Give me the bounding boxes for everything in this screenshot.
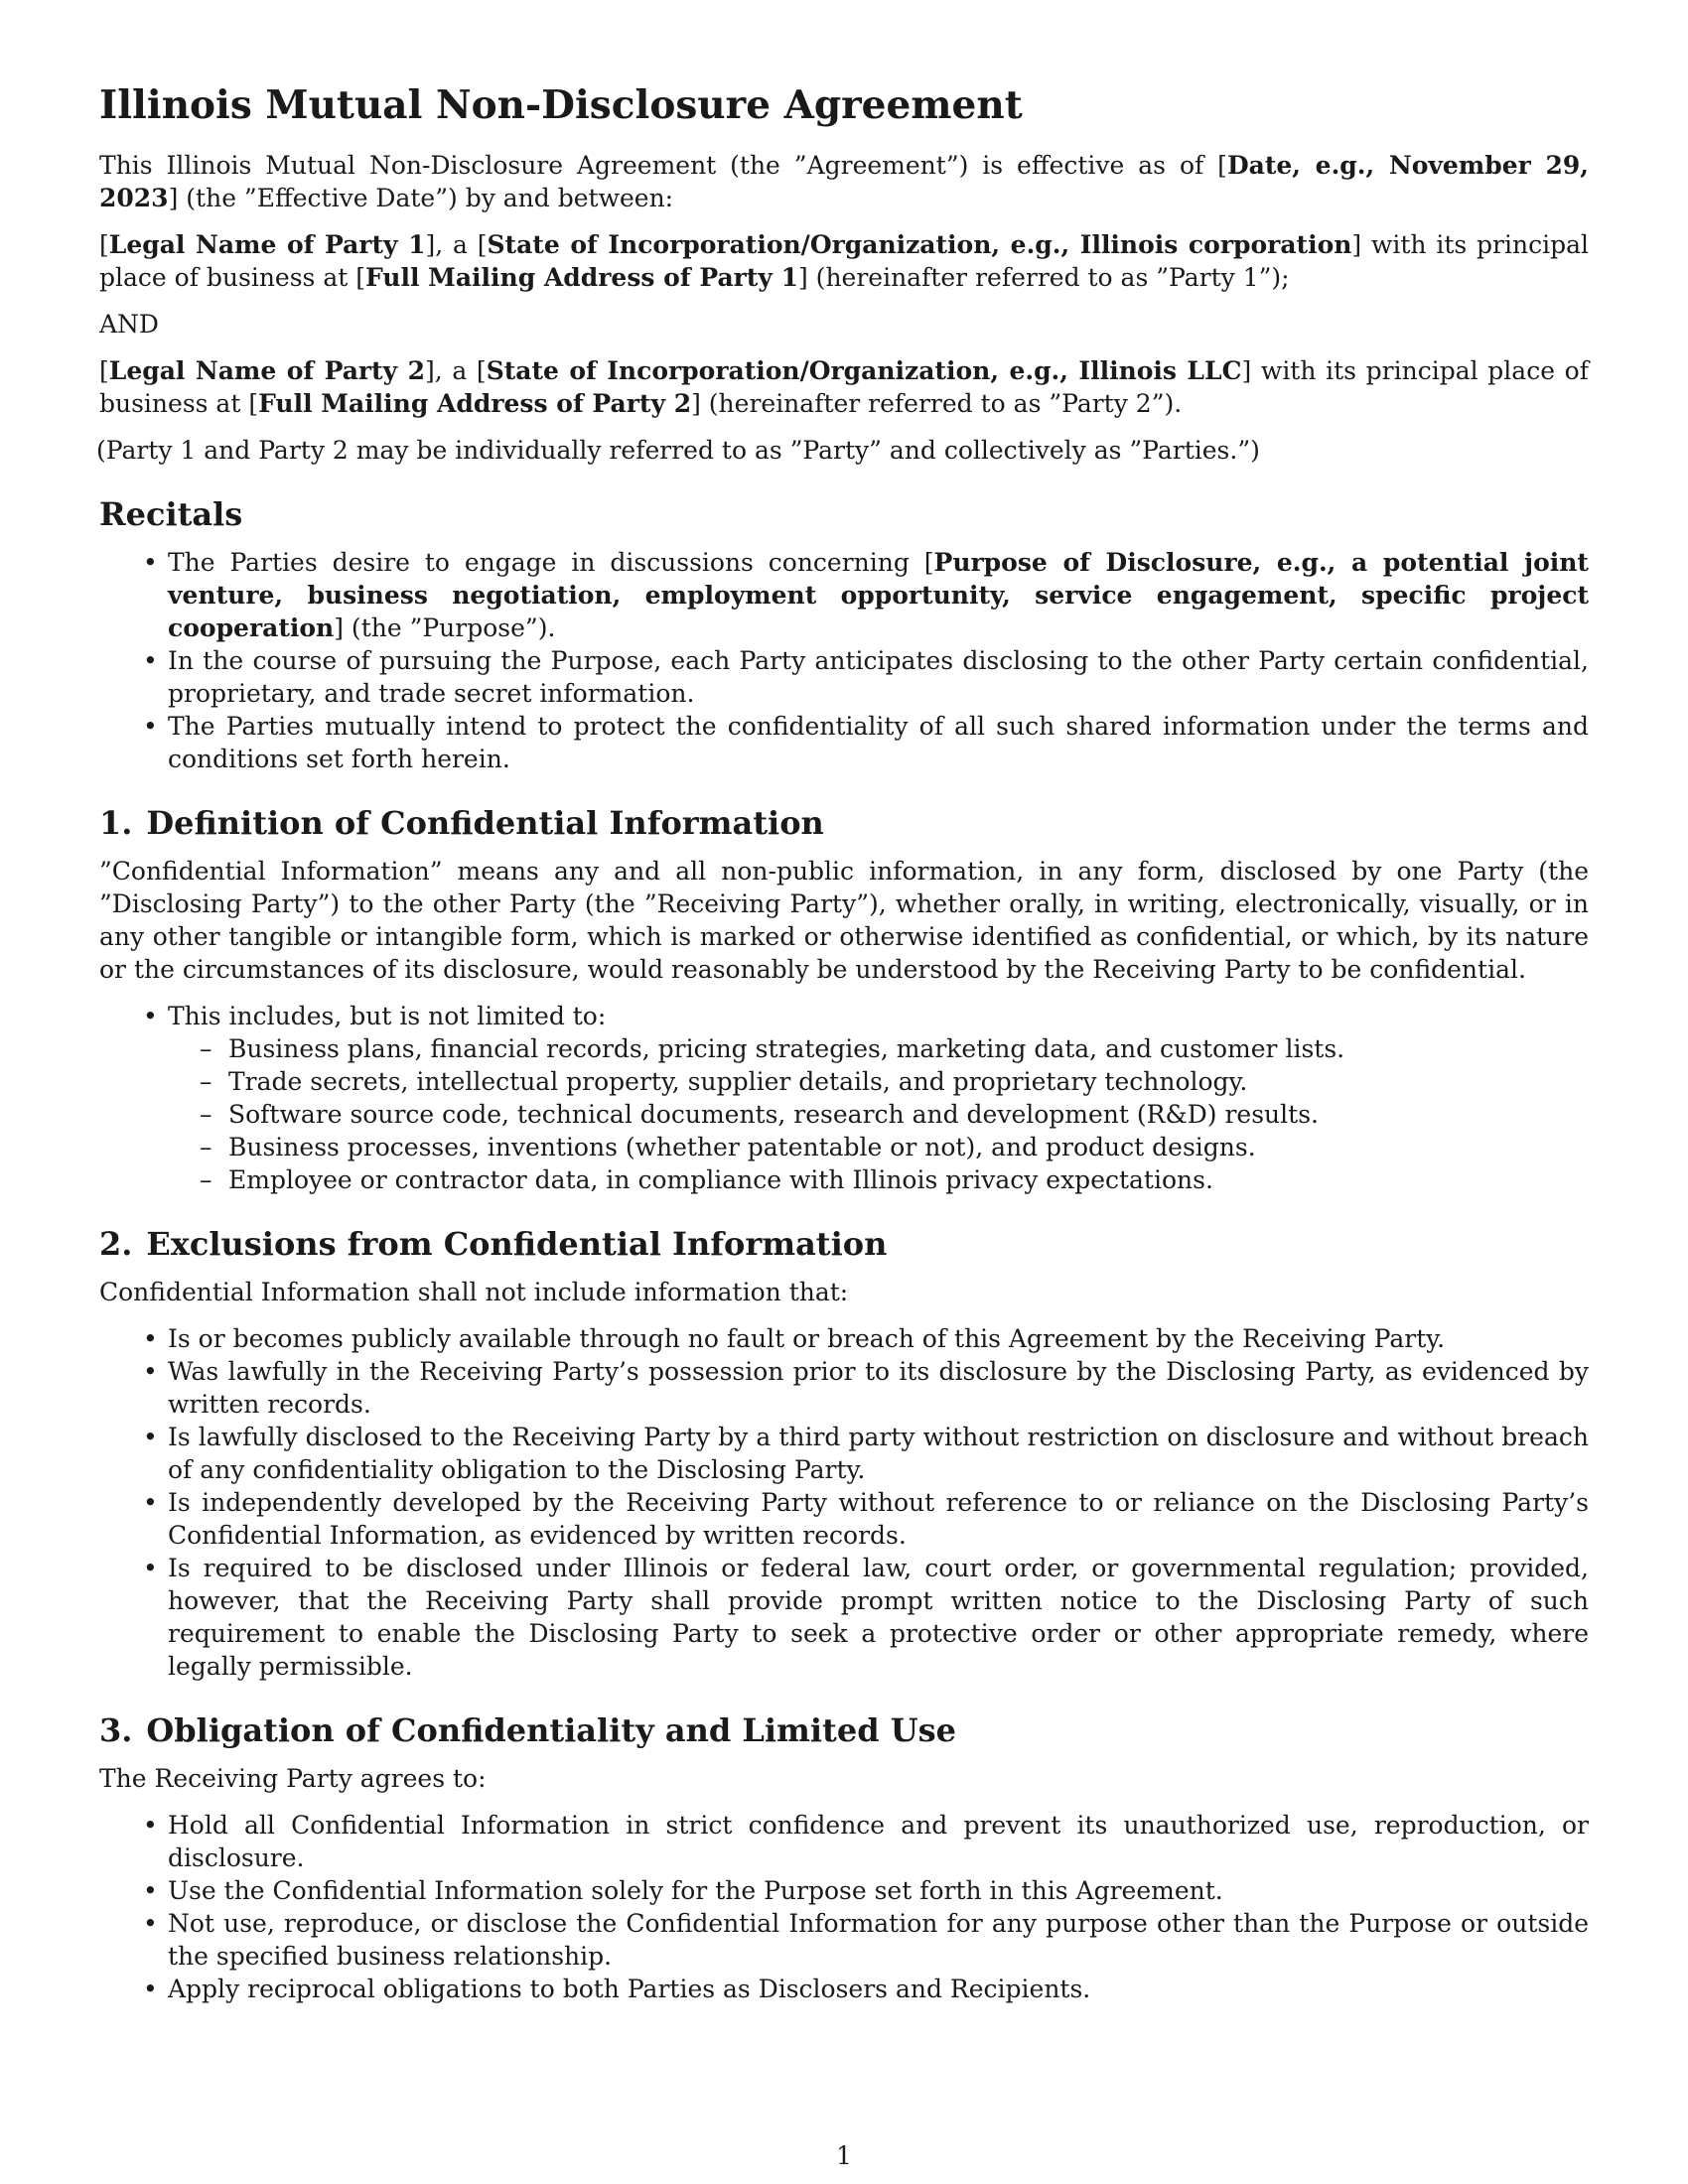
- party2-paragraph: [99, 354, 1589, 420]
- party1-state-placeholder: State of Incorporation/Organization, e.g., Illinois corporation: [487, 230, 1352, 259]
- page-number: 1: [836, 2141, 852, 2170]
- intro-paragraph: [99, 149, 1589, 214]
- party1-name-placeholder: Legal Name of Party 1: [108, 230, 426, 259]
- intro-text: This Illinois Mutual Non-Disclosure Agreement (the ”Agreement”) is effective as of [: [99, 151, 1227, 180]
- includes-sublist: [168, 1032, 1589, 1196]
- recital-text: ] (the ”Purpose”).: [334, 614, 556, 642]
- list-item: • In the course of pursuing the Purpose, each Party anticipates disclosing to the other Party certain confidential, proprietary, and trade secret information.: [99, 644, 1589, 710]
- section-2-heading: [99, 1224, 1589, 1264]
- party2-text: ] (hereinafter referred to as ”Party 2”).: [691, 389, 1183, 418]
- list-item: • The Parties mutually intend to protect the confidentiality of all such shared information under the terms and conditions set forth herein.: [99, 710, 1589, 775]
- section-1-heading: [99, 803, 1589, 843]
- section-number: 1.: [99, 804, 133, 842]
- sub-list-item: – Software source code, technical documents, research and development (R&D) results.: [168, 1098, 1589, 1131]
- recitals-heading: Recitals: [99, 495, 243, 533]
- section-title: Exclusions from Confidential Information: [146, 1225, 888, 1263]
- list-item: • Was lawfully in the Receiving Party’s possession prior to its disclosure by the Disclosing Party, as evidenced by written records.: [99, 1355, 1589, 1421]
- party1-text: [: [99, 230, 109, 259]
- section-title: Obligation of Confidentiality and Limited Use: [146, 1711, 956, 1749]
- document-title: Illinois Mutual Non-Disclosure Agreement: [99, 82, 1023, 128]
- party1-text: ] with its principal place of business at [: [99, 230, 1589, 292]
- list-item: [99, 1000, 1589, 1196]
- section-2-intro: Confidential Information shall not include information that:: [99, 1278, 849, 1306]
- sub-list-item: – Business processes, inventions (whether patentable or not), and product designs.: [168, 1131, 1589, 1163]
- list-item: • Is or becomes publicly available through no fault or breach of this Agreement by the Receiving Party.: [99, 1322, 1589, 1355]
- party1-text: ] (hereinafter referred to as ”Party 1”);: [797, 263, 1290, 292]
- party1-text: ], a [: [425, 230, 488, 259]
- purpose-placeholder: Purpose of Disclosure, e.g., a potential joint venture, business negotiation, employment opportunity, service engagement, specific project cooperation: [168, 548, 1589, 642]
- section-1-body: ”Confidential Information” means any and all non-public information, in any form, disclosed by one Party (the ”Disclosing Party”) to the other Party (the ”Receiving Party”), whether orally, in writing, electronically, visually, or in any other tangible or intangible form, which is marked or otherwise identified as confidential, or which, by its nature or the circumstances of its disclosure, would reasonably be understood by the Receiving Party to be confidential.: [99, 857, 1589, 984]
- and-separator: AND: [99, 310, 159, 339]
- party1-address-placeholder: Full Mailing Address of Party 1: [364, 263, 798, 292]
- list-item: [99, 546, 1589, 644]
- party2-address-placeholder: Full Mailing Address of Party 2: [258, 389, 692, 418]
- sub-list-item: – Business plans, financial records, pricing strategies, marketing data, and customer lists.: [168, 1032, 1589, 1065]
- party2-text: ] with its principal place of business at [: [99, 356, 1589, 418]
- date-placeholder: Date, e.g., November 29, 2023: [99, 151, 1589, 212]
- recital-text: The Parties desire to engage in discussions concerning [: [168, 548, 934, 577]
- recitals-list: [99, 546, 1589, 775]
- collective-note: (Party 1 and Party 2 may be individually referred to as ”Party” and collectively as ”Parties.”): [96, 436, 1260, 465]
- list-item: • Use the Confidential Information solely for the Purpose set forth in this Agreement.: [99, 1874, 1589, 1907]
- section-1-list: [99, 1000, 1589, 1196]
- list-item: • Not use, reproduce, or disclose the Confidential Information for any purpose other than the Purpose or outside the specified business relationship.: [99, 1907, 1589, 1973]
- sub-list-item: – Trade secrets, intellectual property, supplier details, and proprietary technology.: [168, 1065, 1589, 1098]
- section-number: 2.: [99, 1225, 133, 1263]
- party2-state-placeholder: State of Incorporation/Organization, e.g., Illinois LLC: [486, 356, 1242, 385]
- section-3-list: [99, 1809, 1589, 2005]
- section-title: Definition of Confidential Information: [146, 804, 824, 842]
- section-number: 3.: [99, 1711, 133, 1749]
- list-item: • Is independently developed by the Receiving Party without reference to or reliance on the Disclosing Party’s Confidential Information, as evidenced by written records.: [99, 1486, 1589, 1552]
- party2-text: ], a [: [424, 356, 487, 385]
- intro-text: ] (the ”Effective Date”) by and between:: [168, 184, 674, 212]
- list-item: • Apply reciprocal obligations to both Parties as Disclosers and Recipients.: [99, 1973, 1589, 2005]
- party2-text: [: [99, 356, 109, 385]
- sub-list-item: – Employee or contractor data, in compliance with Illinois privacy expectations.: [168, 1163, 1589, 1196]
- document-page: [96, 81, 1589, 2005]
- list-item: • Is required to be disclosed under Illinois or federal law, court order, or governmental regulation; provided, however, that the Receiving Party shall provide prompt written notice to the Disclosing Party of such requirement to enable the Disclosing Party to seek a protective order or other appropriate remedy, where legally permissible.: [99, 1552, 1589, 1683]
- list-item: • Is lawfully disclosed to the Receiving Party by a third party without restriction on disclosure and without breach of any confidentiality obligation to the Disclosing Party.: [99, 1421, 1589, 1486]
- party2-name-placeholder: Legal Name of Party 2: [108, 356, 425, 385]
- section-2-list: [99, 1322, 1589, 1683]
- includes-intro: This includes, but is not limited to:: [168, 1002, 607, 1030]
- section-3-intro: The Receiving Party agrees to:: [99, 1764, 487, 1793]
- section-3-heading: [99, 1710, 1589, 1750]
- party1-paragraph: [99, 228, 1589, 294]
- list-item: • Hold all Confidential Information in strict confidence and prevent its unauthorized use, reproduction, or disclosure.: [99, 1809, 1589, 1874]
